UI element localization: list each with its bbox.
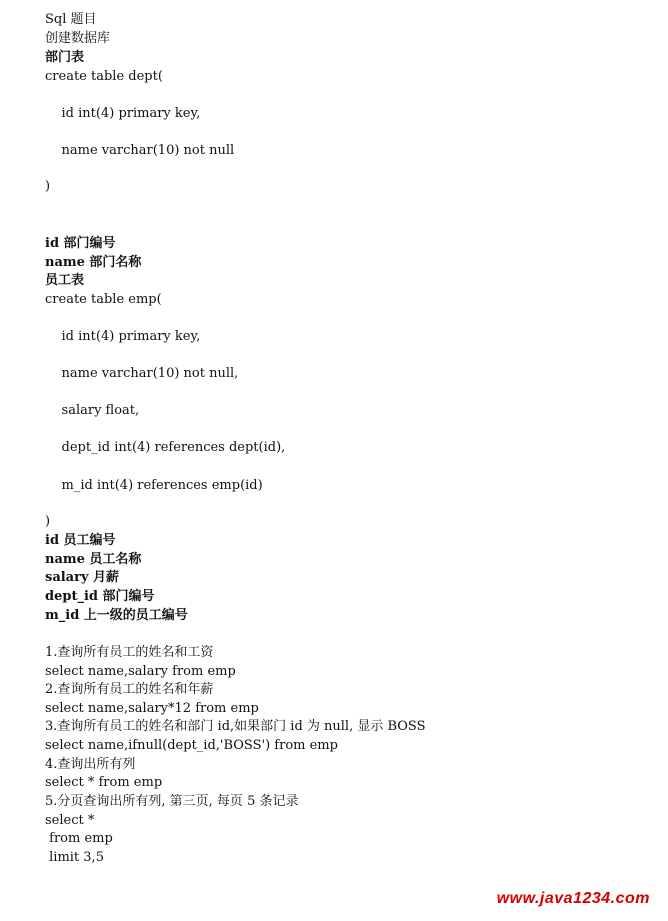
- doc-line: from emp: [45, 831, 113, 846]
- doc-line: 创建数据库: [45, 31, 111, 46]
- doc-line: salary 月薪: [45, 570, 120, 585]
- doc-line: ): [45, 514, 51, 529]
- doc-line: limit 3,5: [45, 850, 104, 865]
- watermark-text: www.java1234.com: [496, 890, 650, 907]
- doc-line: dept_id int(4) references dept(id),: [45, 440, 286, 455]
- doc-line: dept_id 部门编号: [45, 589, 155, 604]
- doc-line: select *: [45, 813, 95, 828]
- doc-line: m_id 上一级的员工编号: [45, 608, 188, 623]
- doc-line: select name,ifnull(dept_id,'BOSS') from emp: [45, 738, 338, 753]
- doc-line: 4.查询出所有列: [45, 757, 136, 772]
- doc-line: select name,salary from emp: [45, 664, 236, 679]
- doc-line: Sql 题目: [45, 12, 97, 27]
- doc-line: salary float,: [45, 403, 140, 418]
- doc-line: id 员工编号: [45, 533, 116, 548]
- doc-line: id 部门编号: [45, 236, 116, 251]
- doc-line: name 部门名称: [45, 255, 142, 270]
- doc-line: name varchar(10) not null,: [45, 366, 239, 381]
- doc-line: 1.查询所有员工的姓名和工资: [45, 645, 214, 660]
- doc-line: id int(4) primary key,: [45, 106, 201, 121]
- doc-line: 5.分页查询出所有列, 第三页, 每页 5 条记录: [45, 794, 299, 809]
- doc-line: ): [45, 179, 51, 194]
- doc-line: m_id int(4) references emp(id): [45, 478, 263, 493]
- doc-line: select name,salary*12 from emp: [45, 701, 259, 716]
- doc-line: 3.查询所有员工的姓名和部门 id,如果部门 id 为 null, 显示 BOSS: [45, 719, 426, 734]
- doc-line: 部门表: [45, 50, 85, 65]
- doc-line: create table emp(: [45, 292, 162, 307]
- doc-line: create table dept(: [45, 69, 163, 84]
- doc-line: 员工表: [45, 273, 85, 288]
- doc-line: id int(4) primary key,: [45, 329, 201, 344]
- doc-line: name 员工名称: [45, 552, 142, 567]
- doc-line: name varchar(10) not null: [45, 143, 235, 158]
- doc-line: select * from emp: [45, 775, 163, 790]
- doc-line: 2.查询所有员工的姓名和年薪: [45, 682, 214, 697]
